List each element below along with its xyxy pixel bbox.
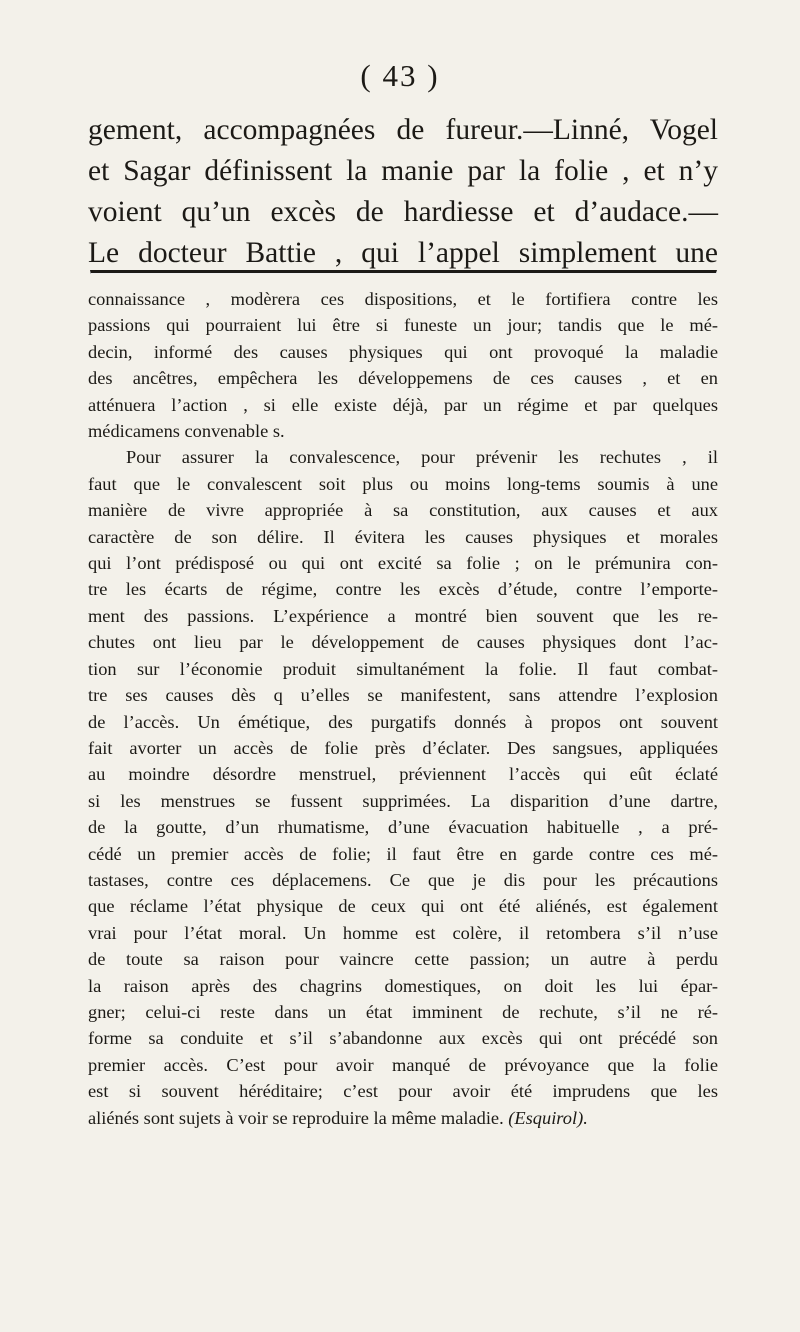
footnote-line: médicamens convenable s.: [88, 421, 285, 442]
footnote-line: forme sa conduite et s’il s’abandonne aux excès qui ont précédé son: [88, 1028, 718, 1049]
main-text-line: voient qu’un excès de hardiesse et d’audace.—: [88, 196, 718, 228]
footnote-line: faut que le convalescent soit plus ou moins long-tems soumis à une: [88, 473, 718, 494]
footnote-line: de la goutte, d’un rhumatisme, d’une évacuation habituelle , a pré-: [88, 817, 718, 838]
footnote-line: la raison après des chagrins domestiques, on doit les lui épar-: [88, 975, 718, 996]
footnote-line: atténuera l’action , si elle existe déjà, par un régime et par quelques: [88, 394, 718, 415]
footnote-line: est si souvent héréditaire; c’est pour avoir été imprudens que les: [88, 1081, 718, 1102]
footnote-line: tion sur l’économie produit simultanément la folie. Il faut combat-: [88, 658, 718, 679]
main-text-line: Le docteur Battie , qui l’appel simplement une: [88, 237, 718, 269]
footnote-line: gner; celui-ci reste dans un état imminent de rechute, s’il ne ré-: [88, 1001, 718, 1022]
footnote-separator: [90, 270, 717, 274]
footnote-line: tre ses causes dès q u’elles se manifestent, sans attendre l’explosion: [88, 685, 718, 706]
footnote-line: caractère de son délire. Il évitera les causes physiques et morales: [88, 526, 718, 547]
footnote-line: premier accès. C’est pour avoir manqué de prévoyance que la folie: [88, 1054, 718, 1075]
footnote-line: de toute sa raison pour vaincre cette passion; un autre à perdu: [88, 949, 718, 970]
footnote-line: tastases, contre ces déplacemens. Ce que je dis pour les précautions: [88, 869, 718, 890]
footnote-line: de l’accès. Un émétique, des purgatifs donnés à propos ont souvent: [88, 711, 718, 732]
footnote-line: ment des passions. L’expérience a montré bien souvent que les re-: [88, 605, 718, 626]
page-number: ( 43 ): [360, 58, 440, 93]
footnote-line: si les menstrues se fussent supprimées. La disparition d’une dartre,: [88, 790, 718, 811]
footnote-line: que réclame l’état physique de ceux qui ont été aliénés, est également: [88, 896, 718, 917]
footnote-line: Pour assurer la convalescence, pour prévenir les rechutes , il: [126, 447, 718, 468]
main-text: [88, 110, 718, 274]
footnote-line: vrai pour l’état moral. Un homme est colère, il retombera s’il n’use: [88, 922, 718, 943]
footnote-text: [88, 286, 718, 1131]
footnote-line: qui l’ont prédisposé ou qui ont excité sa folie ; on le prémunira con-: [88, 553, 718, 574]
footnote-line: chutes ont lieu par le développement de causes physiques dont l’ac-: [88, 632, 718, 653]
main-text-line: et Sagar définissent la manie par la folie , et n’y: [88, 155, 718, 187]
main-text-line: gement, accompagnées de fureur.—Linné, Vogel: [88, 114, 718, 146]
footnote-line: decin, informé des causes physiques qui ont provoqué la maladie: [88, 341, 718, 362]
footnote-line: des ancêtres, empêchera les développemens de ces causes , et en: [88, 368, 718, 389]
footnote-line: au moindre désordre menstruel, préviennent l’accès qui eût éclaté: [88, 764, 718, 785]
author-signature: (Esquirol).: [508, 1107, 588, 1128]
footnote-line: passions qui pourraient lui être si funeste un jour; tandis que le mé-: [88, 315, 718, 336]
footnote-line: manière de vivre appropriée à sa constitution, aux causes et aux: [88, 500, 718, 521]
footnote-line: cédé un premier accès de folie; il faut être en garde contre ces mé-: [88, 843, 718, 864]
footnote-line-text: aliénés sont sujets à voir se reproduire la même maladie.: [88, 1107, 509, 1128]
footnote-last-line: [88, 1105, 718, 1131]
footnote-line: connaissance , modèrera ces dispositions, et le fortifiera contre les: [88, 289, 718, 309]
footnote-line: tre les écarts de régime, contre les excès d’étude, contre l’emporte-: [88, 579, 718, 600]
footnote-line: fait avorter un accès de folie près d’éclater. Des sangsues, appliquées: [88, 737, 718, 758]
